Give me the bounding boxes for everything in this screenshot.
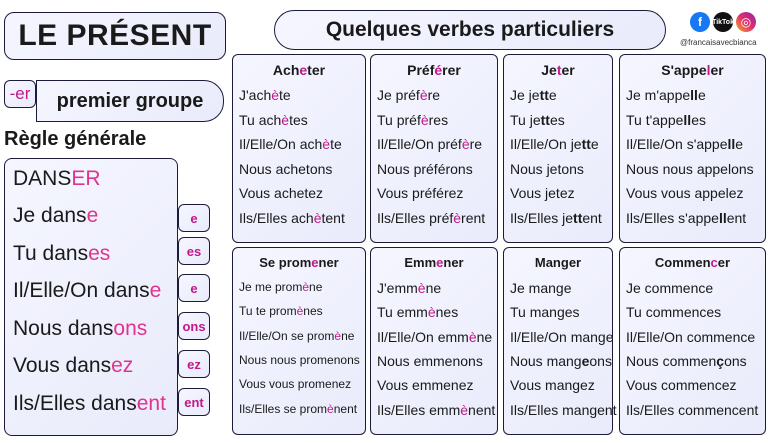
conjugation-line: Je mange <box>510 280 572 296</box>
rule-stem: Ils/Elles dans <box>13 391 137 415</box>
conjugation-line: Nous nous appelons <box>626 160 754 177</box>
conjugation-line: Tu manges <box>510 304 580 321</box>
conjugation-line: Il/Elle/On commence <box>626 328 756 345</box>
instagram-icon[interactable]: ◎ <box>736 12 756 32</box>
ending-box: ent <box>178 388 210 416</box>
rule-heading: Règle générale <box>4 128 147 150</box>
conjugation-line: Nous nous promenons <box>239 352 360 367</box>
verb-card-title: S'appeler <box>661 62 724 78</box>
ending-box: es <box>178 237 210 265</box>
subtitle: Quelques verbes particuliers <box>325 18 615 41</box>
verb-card-emmener <box>370 247 498 435</box>
conjugation-line: Tu préfères <box>377 111 449 128</box>
rule-ending: ent <box>136 391 166 415</box>
verb-card-se-promener <box>232 247 366 435</box>
ending-box: e <box>178 204 210 232</box>
conjugation-line: Je me promène <box>239 280 323 294</box>
conjugation-line: Nous commençons <box>626 352 747 369</box>
verb-card-jeter <box>503 54 613 243</box>
conjugation-line: Tu commences <box>626 304 722 321</box>
rule-ending: e <box>86 204 99 227</box>
conjugation-line: Tu t'appelles <box>626 111 706 128</box>
verb-card-title: Emmener <box>404 255 464 270</box>
rule-ending: ez <box>111 354 134 377</box>
conjugation-line: Vous vous promenez <box>239 377 352 392</box>
conjugation-line: Vous préférez <box>377 185 464 201</box>
rule-ending: e <box>149 279 162 302</box>
rule-line <box>13 392 166 416</box>
conjugation-line: Ils/Elles se promènent <box>239 401 358 416</box>
rule-stem: Je dans <box>13 204 87 227</box>
conjugation-line: Nous mangeons <box>510 352 612 369</box>
rule-line <box>13 279 161 303</box>
conjugation-line: Il/Elle/On mange <box>510 328 614 345</box>
conjugation-line: Il/Elle/On s'appelle <box>626 136 744 152</box>
page-title: LE PRÉSENT <box>18 19 212 52</box>
conjugation-line: Ils/Elles s'appellent <box>626 209 747 226</box>
rule-stem: Vous dans <box>13 354 112 377</box>
verb-card-title: Manger <box>534 255 582 270</box>
conjugation-line: Il/Elle/On se promène <box>239 328 355 343</box>
verb-card-manger <box>503 247 617 435</box>
conjugation-line: Je jette <box>510 87 557 103</box>
conjugation-line: Ils/Elles préfèrent <box>377 209 486 226</box>
rule-ending: es <box>88 241 111 265</box>
rule-stem: Nous dans <box>13 316 114 340</box>
conjugation-line: Nous jetons <box>510 160 584 177</box>
verb-card-title: Commencer <box>654 255 731 270</box>
rule-line <box>13 354 133 378</box>
rule-verb: DANSER <box>13 167 101 190</box>
conjugation-line: Nous préférons <box>377 160 473 177</box>
title-box <box>4 12 226 60</box>
conjugation-line: Ils/Elles jettent <box>510 209 602 226</box>
conjugation-line: Vous mangez <box>510 377 595 394</box>
conjugation-line: J'achète <box>239 87 291 103</box>
subtitle-box <box>274 10 666 50</box>
rule-line <box>13 317 147 341</box>
conjugation-line: Tu achètes <box>239 111 308 128</box>
conjugation-line: Il/Elle/On achète <box>239 136 342 152</box>
conjugation-line: Nous achetons <box>239 160 333 177</box>
conjugation-line: Je commence <box>626 280 714 296</box>
facebook-icon[interactable]: f <box>690 12 710 32</box>
ending-box: ez <box>178 350 210 378</box>
conjugation-line: J'emmène <box>377 280 442 296</box>
conjugation-line: Il/Elle/On emmène <box>377 328 493 345</box>
conjugation-line: Tu jettes <box>510 111 565 128</box>
social-icons <box>690 12 756 32</box>
verb-card-commencer <box>619 247 766 435</box>
verb-card-title: Acheter <box>272 62 326 78</box>
rule-line <box>13 204 98 228</box>
conjugation-line: Ils/Elles mangent <box>510 401 617 418</box>
tiktok-icon[interactable]: TikTok <box>713 12 733 32</box>
conjugation-line: Ils/Elles commencent <box>626 401 759 418</box>
rule-box <box>4 158 178 436</box>
verb-card-acheter <box>232 54 366 243</box>
conjugation-line: Nous emmenons <box>377 352 483 369</box>
verb-card-title: Jeter <box>541 62 575 78</box>
conjugation-line: Ils/Elles achètent <box>239 209 345 226</box>
conjugation-line: Tu te promènes <box>239 304 323 319</box>
rule-ending: ons <box>113 316 148 340</box>
rule-stem: Tu dans <box>13 241 89 265</box>
conjugation-line: Vous achetez <box>239 185 324 201</box>
conjugation-line: Vous commencez <box>626 377 737 394</box>
ending-box: ons <box>178 312 210 340</box>
rule-stem: Il/Elle/On dans <box>13 279 150 302</box>
verb-card-sappeler <box>619 54 766 243</box>
verb-card-title: Préférer <box>407 62 461 78</box>
conjugation-line: Vous vous appelez <box>626 185 744 201</box>
ending-box: e <box>178 274 210 302</box>
social-handle: @francaisavecbianca <box>680 38 757 47</box>
conjugation-line: Vous jetez <box>510 185 575 201</box>
conjugation-line: Ils/Elles emmènent <box>377 401 496 418</box>
rule-line <box>13 242 110 266</box>
conjugation-line: Vous emmenez <box>377 377 474 394</box>
verb-card-preferer <box>370 54 498 243</box>
verb-card-title: Se promener <box>259 255 339 270</box>
conjugation-line: Je m'appelle <box>626 87 706 103</box>
group-name-box: premier groupe <box>36 80 224 122</box>
conjugation-line: Il/Elle/On préfère <box>377 136 483 152</box>
conjugation-line: Tu emmènes <box>377 304 459 321</box>
er-ending-box: -er <box>4 80 36 108</box>
conjugation-line: Il/Elle/On jette <box>510 136 599 152</box>
conjugation-line: Je préfère <box>377 87 441 103</box>
